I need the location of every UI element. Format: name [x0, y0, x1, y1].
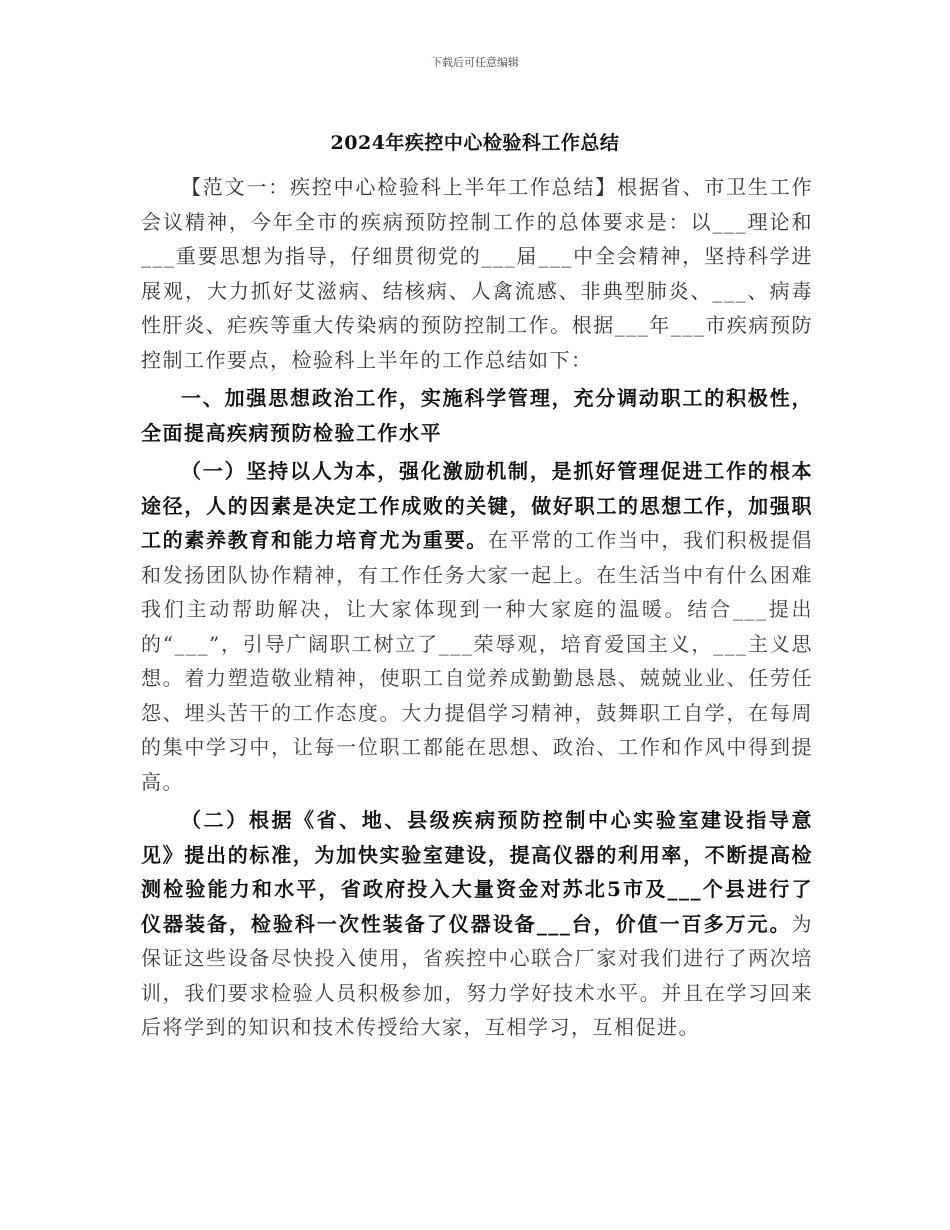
subsection-1-body: 在平常的工作当中，我们积极提倡和发扬团队协作精神，有工作任务大家一起上。在生活当中有什么困难我们主动帮助解决，让大家体现到一种大家庭的温暖。结合___提出的“___”，引导广阔职工树立了___荣辱观，培育爱国主义，___主义思想。着力塑造敬业精神，使职工自觉养成勤勤恳恳、兢兢业业、任劳任怨、埋头苦干的工作态度。大力提倡学习精神，鼓舞职工自学，在每周的集中学习中，让每一位职工都能在思想、政治、工作和作风中得到提高。 [141, 528, 814, 794]
subsection-2-lead: （二）根据《省、地、县级疾病预防控制中心实验室建设指导意见》提出的标准，为加快实验室建设，提高仪器的利用率，不断提高检测检验能力和水平，省政府投入大量资金对苏北5市及___个县进行了仪器装备，检验科一次性装备了仪器设备___台，价值一百多万元。 [141, 808, 813, 936]
subsection-1-lead: （一）坚持以人为本，强化激励机制，是抓好管理促进工作的根本途径，人的因素是决定工作成败的关键，做好职工的思想工作，加强职工的素养教育和能力培育尤为重要。 [141, 459, 813, 552]
section-heading-1: 一、加强思想政治工作，实施科学管理，充分调动职工的积极性，全面提高疾病预防检验工作水平 [141, 386, 813, 445]
paragraph-intro: 【范文一：疾控中心检验科上半年工作总结】根据省、市卫生工作会议精神，今年全市的疾病预防控制工作的总体要求是：以___理论和___重要思想为指导，仔细贯彻党的___届___中全会精神，坚持科学进展观，大力抓好艾滋病、结核病、人禽流感、非典型肺炎、___、病毒性肝炎、疟疾等重大传染病的预防控制工作。根据___年___市疾病预防控制工作要点，检验科上半年的工作总结如下： [141, 175, 813, 372]
paragraph-subsection-1 [141, 454, 813, 799]
subsection-2-body: 为保证这些设备尽快投入使用，省疾控中心联合厂家对我们进行了两次培训，我们要求检验人员积极参加，努力学好技术水平。并且在学习回来后将学到的知识和技术传授给大家，互相学习，互相促进。 [141, 911, 813, 1039]
paragraph-subsection-2 [141, 803, 813, 1045]
document-title: 2024年疾控中心检验科工作总结 [330, 132, 620, 154]
document-body [141, 170, 813, 1049]
header-note: 下载后可任意编辑 [431, 56, 519, 69]
